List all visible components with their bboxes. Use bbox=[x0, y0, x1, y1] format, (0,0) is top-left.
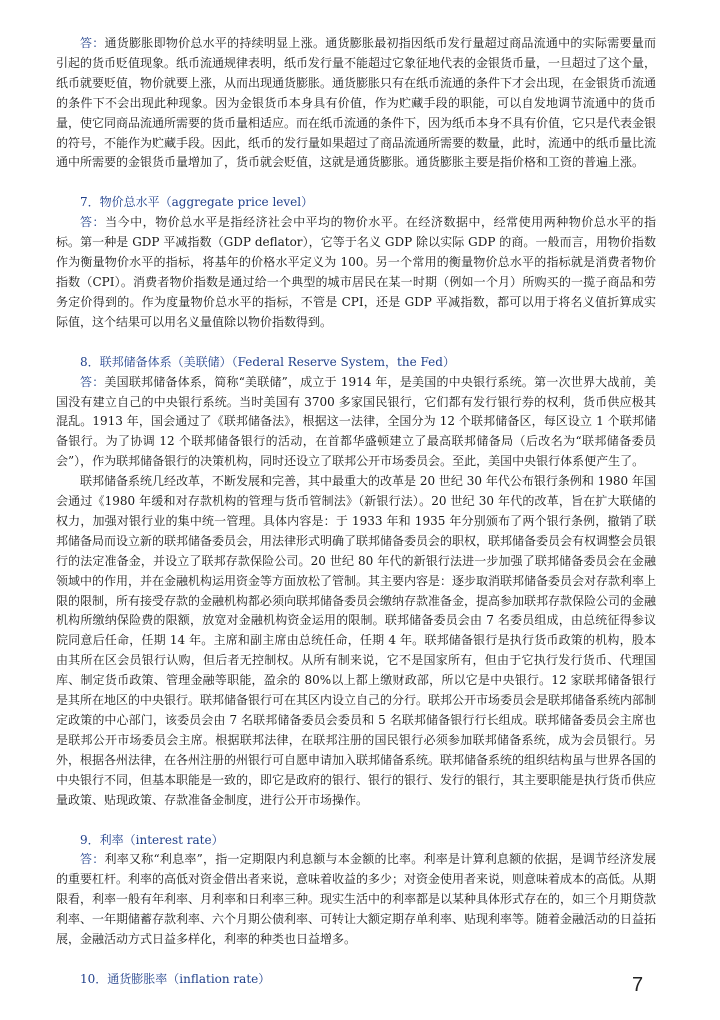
section-heading: 8．联邦储备体系（美联储）（Federal Reserve System，the Fed） bbox=[80, 354, 455, 369]
paragraph-text: 利率又称“利息率”，指一定期限内利息额与本金额的比率。利率是计算利息额的依据，是调节经济发展的重要杠杆。利率的高低对资金借出者来说，意味着收益的多少；对资金使用者来说，则意味着成本的高低。从期限看，利率一般有年利率、月利率和日利率三种。现实生活中的利率都是以某种具体形式存在的，如三个月期贷款利率、一年期储蓄存款利率、六个月期公债利率、可转让大额定期存单利率、贴现利率等。随着金融活动的日益拓展，金融活动方式日益多样化，利率的种类也日益增多。 bbox=[56, 852, 657, 947]
paragraph: 联邦储备系统几经改革，不断发展和完善，其中最重大的改革是 20 世纪 30 年代公布银行条例和 1980 年国会通过《1980 年缓和对存款机构的管理与货币管制法》（新银行法）。20 世纪 30 年代的改革，旨在扩大联储的权力，加强对银行业的集中统一管理。具体内容是：于 1933 年和 1935 年分别颁布了两个银行条例，撤销了联邦储备局而设立新的联邦储备委员会，用法律形式明确了联邦储备委员会的职权，联邦储备委员会有权调整会员银行的法定准备金，并设立了联邦存款保险公司。20 世纪 80 年代的新银行法进一步加强了联邦储备委员会在金融领域中的作用，并在金融机构运用资金等方面放松了管制。其主要内容是：逐步取消联邦储备委员会对存款利率上限的限制，所有接受存款的金融机构都必须向联邦储备委员会缴纳存款准备金，提高参加联邦存款保险公司的金融机构所缴纳保险费的限额，放宽对金融机构资金运用的限制。联邦储备委员会由 7 名委员组成，由总统征得参议院同意后任命，任期 14 年。主席和副主席由总统任命，任期 4 年。联邦储备银行是执行货币政策的机构，股本由其所在区会员银行认购，但后者无控制权。从所有制来说，它不是国家所有，但由于它执行发行货币、代理国库、制定货币政策、管理金融等职能，盈余的 80%以上都上缴财政部，所以它是中央银行。12 家联邦储备银行是其所在地区的中央银行。联邦储备银行可在其区内设立自己的分行。联邦公开市场委员会是联邦储备系统内部制定政策的中心部门，该委员会由 7 名联邦储备委员会委员和 5 名联邦储备银行行长组成。联邦储备委员会主席也是联邦公开市场委员会主席。根据联邦法律，在联邦注册的国民银行必须参加联邦储备系统，成为会员银行。另外，根据各州法律，在各州注册的州银行可自愿申请加入联邦储备系统。联邦储备系统的组织结构虽与世界各国的中央银行不同，但基本职能是一致的，即它是政府的银行、银行的银行、发行的银行，其主要职能是执行货币供应量政策、贴现政策、存款准备金制度，进行公开市场操作。 bbox=[56, 474, 657, 807]
paragraph-text: 通货膨胀即物价总水平的持续明显上涨。通货膨胀最初指因纸币发行量超过商品流通中的实际需要量而引起的货币贬值现象。纸币流通规律表明，纸币发行量不能超过它象征地代表的金银货币量，一旦超过了这个量，纸币就要贬值，物价就要上涨，从而出现通货膨胀。通货膨胀只有在纸币流通的条件下才会出现，在金银货币流通的条件下不会出现此种现象。因为金银货币本身具有价值，作为贮藏手段的职能，可以自发地调节流通中的货币量，使它同商品流通所需要的货币量相适应。而在纸币流通的条件下，因为纸币本身不具有价值，它只是代表金银的符号，不能作为贮藏手段。因此，纸币的发行量如果超过了商品流通所需要的数量，此时，流通中的纸币量比流通中所需要的金银货币量增加了，货币就会贬值，这就是通货膨胀。通货膨胀主要是指价格和工资的普遍上涨。 bbox=[56, 36, 657, 170]
answer-label: 答： bbox=[80, 36, 105, 50]
section-heading: 9．利率（interest rate） bbox=[80, 832, 224, 847]
section-heading: 10．通货膨胀率（inflation rate） bbox=[80, 971, 271, 986]
page-number: 7 bbox=[632, 974, 644, 996]
paragraph-text: 美国联邦储备体系，简称“美联储”，成立于 1914 年，是美国的中央银行系统。第一次世界大战前，美国没有建立自己的中央银行系统。当时美国有 3700 多家国民银行，它们都有发行银行券的权利，货币供应极其混乱。1913 年，国会通过了《联邦储备法》，根据这一法律，全国分为 12 个联邦储备区，每区设立 1 个联邦储备银行。为了协调 12 个联邦储备银行的活动，在首都华盛顿建立了最高联邦储备局（后改名为“联邦储备委员会”），作为联邦储备银行的决策机构，同时还设立了联邦公开市场委员会。至此，美国中央银行体系便产生了。 bbox=[56, 374, 656, 469]
paragraph bbox=[56, 850, 656, 950]
paragraph bbox=[56, 213, 656, 332]
answer-label: 答： bbox=[80, 215, 106, 230]
paragraph-text: 当今中，物价总水平是指经济社会中平均的物价水平。在经济数据中，经常使用两种物价总水平的指标。第一种是 GDP 平减指数（GDP deflator），它等于名义 GDP 除以实际 GDP 的商。一般而言，用物价指数作为衡量物价水平的指标，将基年的价格水平定义为 100。另一个常用的衡量物价总水平的指标就是消费者物价指数（CPI）。消费者物价指数是通过给一个典型的城市居民在某一时期（例如一个月）所购买的一揽子商品和劳务定价得到的。作为度量物价总水平的指标，不管是 CPI，还是 GDP 平减指数，都可以用于将名义值折算成实际值，这个结果可以用名义量值除以物价指数得到。 bbox=[56, 215, 656, 329]
answer-label: 答： bbox=[80, 374, 105, 389]
section-federal-reserve bbox=[56, 353, 656, 811]
section-inflation-rate bbox=[56, 970, 656, 990]
paragraph bbox=[56, 373, 656, 473]
section-interest-rate bbox=[56, 831, 656, 950]
answer-label: 答： bbox=[80, 852, 105, 867]
paragraph bbox=[56, 34, 656, 173]
document-body bbox=[56, 34, 656, 990]
section-inflation-answer bbox=[56, 34, 656, 173]
section-heading: 7．物价总水平（aggregate price level） bbox=[80, 195, 314, 210]
section-aggregate-price-level bbox=[56, 193, 656, 332]
